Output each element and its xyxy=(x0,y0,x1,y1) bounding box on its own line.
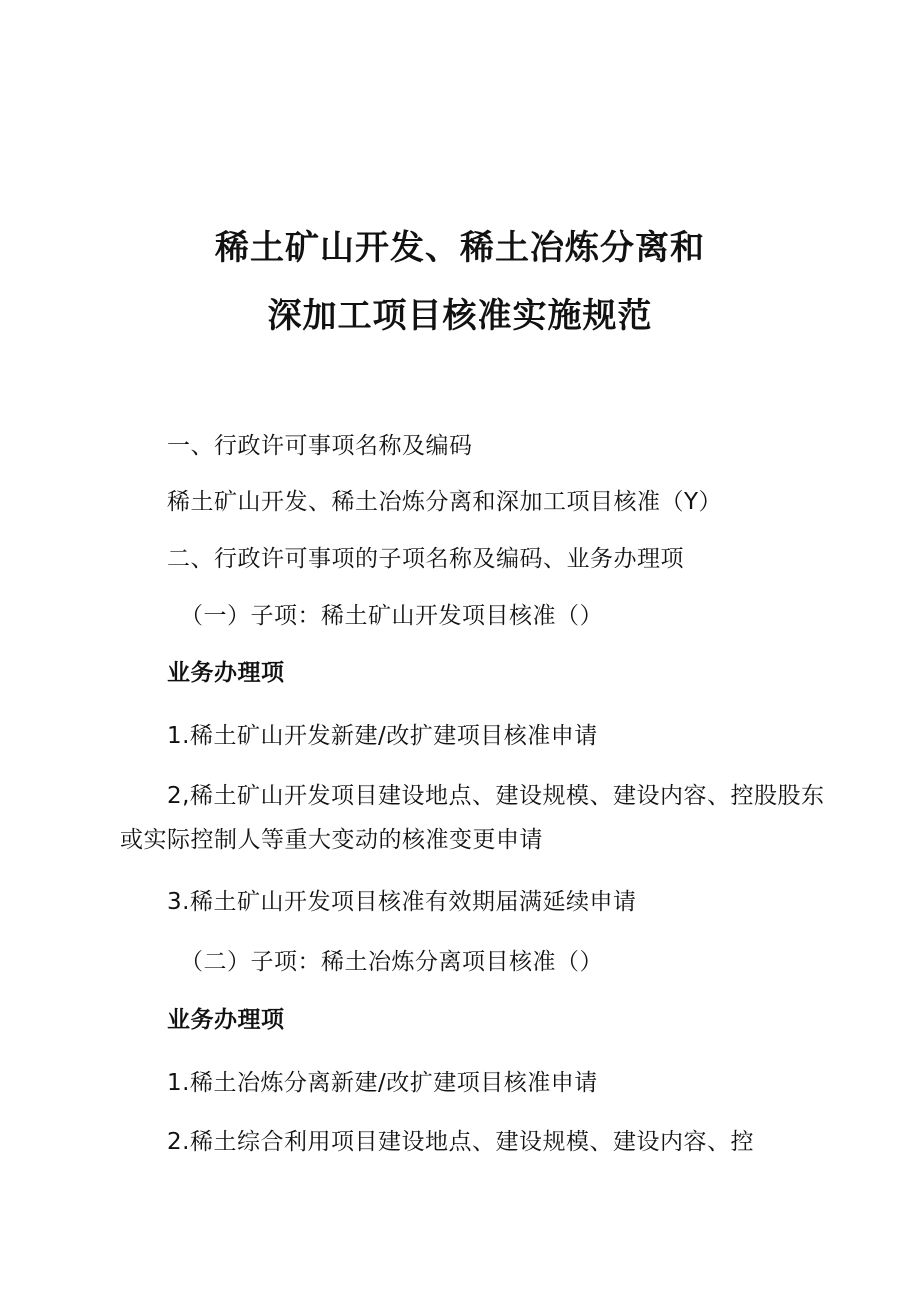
subsection-2-item-1: 1.稀土冶炼分离新建/改扩建项目核准申请 xyxy=(167,1070,598,1096)
document-title-line-2: 深加工项目核准实施规范 xyxy=(267,296,653,336)
subsection-1-item-3: 3.稀土矿山开发项目核准有效期届满延续申请 xyxy=(167,889,637,915)
subsection-1-item-2-line-1: 2,稀土矿山开发项目建设地点、建设规模、建设内容、控股股东 xyxy=(167,783,825,809)
subsection-2-item-2: 2.稀土综合利用项目建设地点、建设规模、建设内容、控 xyxy=(167,1129,754,1155)
document-title-line-1: 稀土矿山开发、稀土冶炼分离和 xyxy=(215,228,705,268)
section-1-body: 稀土矿山开发、稀土冶炼分离和深加工项目核准（Y） xyxy=(167,489,723,515)
section-2-heading: 二、行政许可事项的子项名称及编码、业务办理项 xyxy=(167,546,684,572)
subsection-2-items-heading: 业务办理项 xyxy=(167,1007,285,1033)
subsection-1-item-2-line-2: 或实际控制人等重大变动的核准变更申请 xyxy=(120,827,543,853)
subsection-1-heading: （一）子项：稀土矿山开发项目核准（） xyxy=(180,603,603,629)
subsection-1-items-heading: 业务办理项 xyxy=(167,660,285,686)
section-1-heading: 一、行政许可事项名称及编码 xyxy=(167,433,473,459)
subsection-1-item-1: 1.稀土矿山开发新建/改扩建项目核准申请 xyxy=(167,723,598,749)
subsection-2-heading: （二）子项：稀土冶炼分离项目核准（） xyxy=(180,949,603,975)
